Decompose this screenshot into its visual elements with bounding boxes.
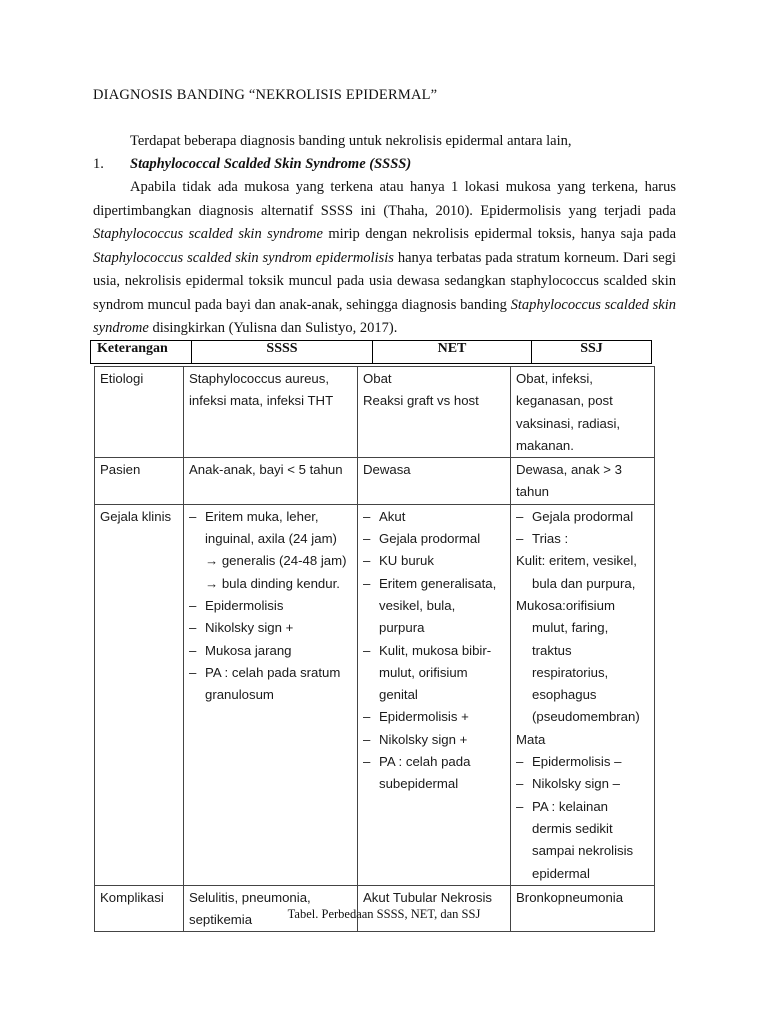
row-label: Gejala klinis [95,504,184,885]
cell-line: granulosum [205,687,274,703]
comparison-table [94,366,655,932]
paragraph-text: disingkirkan (Yulisna dan Sulistyo, 2017). [148,320,398,336]
body-paragraph [93,176,676,341]
row-label: Etiologi [95,367,184,458]
cell-line: – PA : celah pada [363,751,505,773]
cell-line: Dewasa [363,462,411,478]
cell-line: makanan. [516,437,574,453]
cell-line: respiratorius, [532,664,609,680]
cell-line: genital [379,687,418,703]
cell-line: esophagus [532,687,597,703]
cell-line: – Nikolsky sign – [516,773,649,795]
list-number: 1. [93,156,104,172]
cell-line: – Gejala prodormal [363,528,505,550]
cell-line: Anak-anak, bayi < 5 tahun [189,462,343,478]
document-title: DIAGNOSIS BANDING “NEKROLISIS EPIDERMAL” [93,87,438,103]
table-row [95,458,655,505]
cell-line: infeksi mata, infeksi THT [189,393,334,409]
cell-line: – Kulit, mukosa bibir- [363,640,505,662]
table-cell [511,504,655,885]
cell-line: – Epidermolisis [189,595,352,617]
cell-line: Mukosa:orifisium [516,597,615,613]
cell-line: sampai nekrolisis [532,843,634,859]
cell-line: – PA : kelainan [516,796,649,818]
cell-line: mulut, faring, [532,620,609,636]
table-cell [511,367,655,458]
table-cell [184,504,358,885]
cell-line: dermis sedikit [532,820,613,836]
cell-line: – Epidermolisis – [516,751,649,773]
cell-line: Reaksi graft vs host [363,393,479,409]
cell-line: Dewasa, anak > 3 [516,462,622,478]
cell-line: epidermal [532,865,590,881]
cell-line: – Eritem muka, leher, [189,506,352,528]
header-net: NET [373,341,532,364]
cell-line: traktus [532,642,572,658]
table-cell [184,458,358,505]
cell-line: Obat [363,371,392,386]
table-row [95,367,655,458]
cell-line: septikemia [189,912,253,928]
cell-line: purpura [379,620,425,636]
table-cell [358,504,511,885]
table-cell [184,367,358,458]
cell-line: Selulitis, pneumonia, [189,889,311,905]
cell-line: (pseudomembran) [532,709,640,725]
table-header [90,340,652,364]
cell-line: – KU buruk [363,550,505,572]
table-row [95,504,655,885]
cell-line: Bronkopneumonia [516,889,624,905]
row-label: Komplikasi [95,885,184,932]
paragraph-text: hanya terbatas pada stratum korneum. Dari segi usia, nekrolisis epidermal toksik muncul pada usia dewasa sedangkan staphylococcus scalded skin syndrom muncul pada bayi dan anak-anak, sehingga diagnosis banding [93,249,676,313]
cell-line: Mata [516,731,546,747]
paragraph-text: mirip dengan nekrolisis epidermal toksis, hanya saja pada [322,226,677,242]
row-label: Pasien [95,458,184,505]
paragraph-text: Apabila tidak ada mukosa yang terkena atau hanya 1 lokasi mukosa yang terkena, harus dipertimbangkan diagnosis alternatif SSSS ini (Thaha, 2010). Epidermolisis yang terjadi pada [93,179,676,219]
cell-line: – Epidermolisis + [363,706,505,728]
table-cell [511,458,655,505]
italic-term: Staphylococcus scalded skin syndrom epidermolisis [93,249,394,266]
cell-line: Staphylococcus aureus, [189,371,330,386]
cell-line: – Trias : [516,528,649,550]
cell-line: – Nikolsky sign + [189,617,352,639]
section-heading: Staphylococcal Scalded Skin Syndrome (SSSS) [130,156,412,172]
cell-line: – Akut [363,506,505,528]
table-cell [358,367,511,458]
table-caption: Tabel. Perbedaan SSSS, NET, dan SSJ [287,907,481,921]
italic-term: Staphylococcus scalded skin syndrome [93,296,677,336]
table-cell [358,458,511,505]
cell-line: – Gejala prodormal [516,506,649,528]
cell-line: tahun [516,484,550,500]
cell-line: subepidermal [379,776,459,792]
cell-line: → bula dinding kendur. [205,575,340,591]
cell-line: – Nikolsky sign + [363,729,505,751]
cell-line: Obat, infeksi, [516,371,593,386]
cell-line: mulut, orifisium [379,664,468,680]
cell-line: keganasan, post [516,393,613,409]
italic-term: Staphylococcus scalded skin syndrome [93,226,323,242]
cell-line: → generalis (24-48 jam) [205,553,347,569]
cell-line: inguinal, axila (24 jam) [205,531,337,547]
cell-line: vaksinasi, radiasi, [516,415,621,431]
cell-line: Akut Tubular Nekrosis [363,889,492,905]
cell-line: – PA : celah pada sratum [189,662,352,684]
header-ssj: SSJ [532,341,652,364]
cell-line: Kulit: eritem, vesikel, [516,553,637,569]
header-keterangan: Keterangan [91,341,192,364]
cell-line: – Eritem generalisata, [363,573,505,595]
cell-line: vesikel, bula, [379,597,456,613]
cell-line: bula dan purpura, [532,575,636,591]
intro-sentence: Terdapat beberapa diagnosis banding untuk nekrolisis epidermal antara lain, [130,133,572,149]
cell-line: – Mukosa jarang [189,640,352,662]
header-ssss: SSSS [192,341,373,364]
